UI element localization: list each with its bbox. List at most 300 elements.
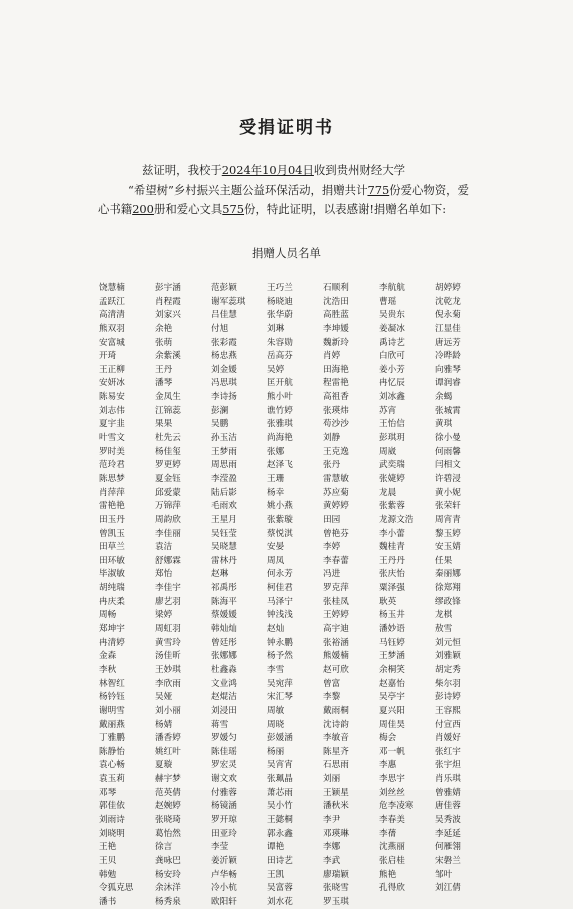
donor-name: 吕佳慧 bbox=[211, 310, 237, 321]
body-text-2b: 份爱心物资，爱心书籍 bbox=[98, 182, 469, 216]
donor-name: 陈星齐 bbox=[323, 746, 349, 757]
donor-name: 刘小丽 bbox=[155, 705, 181, 716]
donor-name: 李蒨 bbox=[379, 828, 397, 839]
donor-name: 熊艳 bbox=[379, 869, 397, 880]
donor-name: 钟永鹏 bbox=[267, 637, 293, 648]
donor-name: 程雷艳 bbox=[323, 378, 349, 389]
donor-name: 冷晔龄 bbox=[435, 351, 461, 362]
body-line-2 bbox=[98, 181, 478, 220]
donor-name: 张娜娜 bbox=[211, 651, 237, 662]
donor-name: 周佳昊 bbox=[379, 719, 405, 730]
donor-name: 何雨馨 bbox=[435, 446, 461, 457]
body-line-1 bbox=[98, 161, 478, 181]
donor-name: 李惠 bbox=[379, 760, 397, 771]
donor-name: 张彩霞 bbox=[211, 337, 237, 348]
donor-name: 杨婧 bbox=[155, 719, 173, 730]
donor-name: 杜先云 bbox=[155, 433, 181, 444]
donor-name: 罗更婷 bbox=[155, 460, 181, 471]
donor-name: 袁心畅 bbox=[99, 760, 125, 771]
donor-name: 周凤 bbox=[267, 555, 285, 566]
donor-name: 杜鑫淼 bbox=[211, 664, 237, 675]
donor-name: 吴宛萍 bbox=[267, 678, 293, 689]
donor-name: 唐佳蓉 bbox=[435, 801, 461, 812]
donor-name: 周畅 bbox=[99, 610, 117, 621]
donor-name: 刘水花 bbox=[267, 896, 293, 907]
donor-name: 范英倩 bbox=[155, 787, 181, 798]
donor-name: 梅会 bbox=[379, 733, 397, 744]
donor-name: 姚小燕 bbox=[267, 501, 293, 512]
donor-name: 匡开航 bbox=[267, 378, 293, 389]
donor-name: 邓一帆 bbox=[379, 746, 405, 757]
donor-name: 潘琴 bbox=[155, 378, 173, 389]
donor-name: 缪政锋 bbox=[435, 596, 461, 607]
donor-name: 岳高芬 bbox=[267, 351, 293, 362]
donor-name: 欧阳轩 bbox=[211, 896, 237, 907]
donor-name: 付宣西 bbox=[435, 719, 461, 730]
donor-name: 杨忠燕 bbox=[211, 351, 237, 362]
donor-name: 周崴 bbox=[379, 446, 397, 457]
donor-name: 韩灿灿 bbox=[211, 624, 237, 635]
donor-name: 罗克萍 bbox=[323, 583, 349, 594]
donor-name: 王丹 bbox=[155, 364, 173, 375]
donor-name: 白欣可 bbox=[379, 351, 405, 362]
donor-name: 李雪 bbox=[267, 664, 285, 675]
donor-name: 李延延 bbox=[435, 828, 461, 839]
donor-name: 安晏 bbox=[267, 542, 285, 553]
donor-name: 沈燕丽 bbox=[379, 842, 405, 853]
donor-name: 冷小杭 bbox=[211, 883, 237, 894]
donor-name: 刘金媛 bbox=[211, 364, 237, 375]
donor-name: 李婷 bbox=[323, 542, 341, 553]
donor-name: 张华蔚 bbox=[267, 310, 293, 321]
donor-name: 龙棋 bbox=[435, 610, 453, 621]
donor-name: 冉忆辰 bbox=[379, 378, 405, 389]
donor-name: 夏璇 bbox=[155, 760, 173, 771]
donor-name: 夏宇韭 bbox=[99, 419, 125, 430]
donor-name: 文业鸿 bbox=[211, 678, 237, 689]
donor-name: 张红宇 bbox=[435, 746, 461, 757]
donor-name: 杨予然 bbox=[267, 651, 293, 662]
donor-name: 赫宇梦 bbox=[155, 774, 181, 785]
donor-name: 李航航 bbox=[379, 283, 405, 293]
donor-name: 金凤生 bbox=[155, 392, 181, 403]
donor-name: 刘雨诗 bbox=[99, 814, 125, 825]
donor-name: 蒋雪 bbox=[211, 719, 229, 730]
donor-name: 张娜 bbox=[267, 446, 285, 457]
donor-name: 耿英 bbox=[379, 596, 397, 607]
donor-name: 李莹 bbox=[211, 842, 229, 853]
donor-name: 刘琳 bbox=[267, 323, 285, 334]
donor-name: 罗开琼 bbox=[211, 814, 237, 825]
donor-name: 张庆怡 bbox=[379, 569, 405, 580]
donor-name: 余艳 bbox=[155, 323, 173, 334]
donor-name: 张雅琪 bbox=[267, 419, 293, 430]
donor-name: 周晓 bbox=[267, 719, 285, 730]
donor-name: 高清清 bbox=[99, 310, 125, 321]
donor-name: 李黎 bbox=[323, 692, 341, 703]
donor-name: 李思宇 bbox=[379, 774, 405, 785]
donor-name: 谢军蕊琪 bbox=[211, 296, 246, 307]
donor-name: 祁禹彤 bbox=[211, 583, 237, 594]
donor-name: 张宇炟 bbox=[435, 760, 461, 771]
donor-name: 李欣雨 bbox=[155, 678, 181, 689]
donor-name: 孔得欣 bbox=[379, 883, 405, 894]
donor-name: 邱爱蒙 bbox=[155, 487, 181, 498]
donor-name: 刘浸田 bbox=[211, 705, 237, 716]
donor-name: 田玉丹 bbox=[99, 514, 125, 525]
donor-name: 付旭 bbox=[211, 323, 229, 334]
donor-name: 马钰婷 bbox=[379, 637, 405, 648]
donor-name: 郑坤宇 bbox=[99, 624, 125, 635]
donor-name: 潘书 bbox=[99, 896, 117, 907]
donor-name: 袁洁 bbox=[155, 542, 173, 553]
donor-name: 萧芯雨 bbox=[267, 787, 293, 798]
donor-name: 马泽宁 bbox=[267, 596, 293, 607]
donor-name: 范彭颖 bbox=[211, 283, 237, 293]
donor-name: 刘志伟 bbox=[99, 405, 125, 416]
donor-name: 林智红 bbox=[99, 678, 125, 689]
donor-name: 杨安玲 bbox=[155, 869, 181, 880]
donor-name: 毕淑敏 bbox=[99, 569, 125, 580]
donor-name: 田亚玲 bbox=[211, 828, 237, 839]
donor-name: 陈海平 bbox=[211, 596, 237, 607]
donor-name: 彭澜 bbox=[211, 405, 229, 416]
donor-name: 龚咏巴 bbox=[155, 855, 181, 866]
donor-name: 胡纯瑞 bbox=[99, 583, 125, 594]
donor-name: 刘丝丝 bbox=[379, 787, 405, 798]
donor-name: 刘江倩 bbox=[435, 883, 461, 894]
donor-name: 张紫蓉 bbox=[379, 501, 405, 512]
donor-name: 宋汇琴 bbox=[267, 692, 293, 703]
donor-name: 潘妙语 bbox=[379, 624, 405, 635]
donor-name: 余蝎 bbox=[435, 392, 453, 403]
donor-name: 杨佳玺 bbox=[155, 446, 181, 457]
document-title: 受捐证明书 bbox=[239, 118, 334, 138]
donor-name: 毛雨欢 bbox=[211, 501, 237, 512]
donor-name: 张珮晶 bbox=[267, 774, 293, 785]
donor-name: 李尹 bbox=[323, 814, 341, 825]
donor-name: 彭宇涵 bbox=[155, 283, 181, 293]
donor-name: 田海艳 bbox=[323, 364, 349, 375]
donor-name: 舒娜霖 bbox=[155, 555, 181, 566]
donor-name: 徐小曼 bbox=[435, 433, 461, 444]
donor-name: 李敏音 bbox=[323, 733, 349, 744]
donor-name: 高宇迪 bbox=[323, 624, 349, 635]
donor-name: 张瑛炜 bbox=[323, 405, 349, 416]
donor-name: 吴晓慧 bbox=[211, 542, 237, 553]
donor-name: 余桐笑 bbox=[379, 664, 405, 675]
donor-name: 向雅琴 bbox=[435, 364, 461, 375]
donor-name: 王颖星 bbox=[323, 787, 349, 798]
donor-name: 杨钤钰 bbox=[99, 692, 125, 703]
donor-name: 张婕婷 bbox=[379, 473, 405, 484]
donor-name: 彭媛涵 bbox=[267, 733, 293, 744]
donor-name: 赵泽飞 bbox=[267, 460, 293, 471]
donor-name: 张晓琦 bbox=[155, 814, 181, 825]
donor-name: 苟沙沙 bbox=[323, 419, 349, 430]
donor-name: 安玉婧 bbox=[435, 542, 461, 553]
donor-name: 杨镜涵 bbox=[211, 801, 237, 812]
donor-name: 赵灿 bbox=[267, 624, 285, 635]
donor-name: 孙玉洁 bbox=[211, 433, 237, 444]
donor-name: 危李凌寒 bbox=[379, 801, 414, 812]
donation-date: 2024年10月04日 bbox=[221, 163, 314, 177]
donor-name: 雷慧敏 bbox=[323, 473, 349, 484]
donor-name: 姜凝冰 bbox=[379, 323, 405, 334]
donor-name: 袁玉莉 bbox=[99, 774, 125, 785]
donor-name: 魏桂青 bbox=[379, 542, 405, 553]
donor-name: 彭琪玥 bbox=[379, 433, 405, 444]
donor-name: 王妙琪 bbox=[155, 664, 181, 675]
donor-name-grid bbox=[99, 282, 499, 909]
donor-name: 付雅蓉 bbox=[211, 787, 237, 798]
donor-name: 高祖香 bbox=[323, 392, 349, 403]
donor-name: 范玲君 bbox=[99, 460, 125, 471]
body-text-2a: “希望树”乡村振兴主题公益环保活动，捐赠共计 bbox=[128, 182, 368, 197]
donor-name: 粟泽强 bbox=[379, 583, 405, 594]
donor-name: 姚红叶 bbox=[155, 746, 181, 757]
donor-name: 叶雪文 bbox=[99, 433, 125, 444]
donor-name: 沈诗韵 bbox=[323, 719, 349, 730]
donor-name: 任果 bbox=[435, 555, 453, 566]
donor-name: 刘冰鑫 bbox=[379, 392, 405, 403]
donor-name: 汤佳昕 bbox=[155, 651, 181, 662]
donor-name: 禹诗艺 bbox=[379, 337, 405, 348]
donor-name: 周思雨 bbox=[211, 460, 237, 471]
donor-name: 曾凯玉 bbox=[99, 528, 125, 539]
donor-name: 陆后影 bbox=[211, 487, 237, 498]
donor-name: 田诗艺 bbox=[267, 855, 293, 866]
donor-name: 卢华畅 bbox=[211, 869, 237, 880]
donor-name: 彭诗婷 bbox=[435, 692, 461, 703]
donor-name: 王正柳 bbox=[99, 364, 125, 375]
donor-name: 吴婷 bbox=[267, 364, 285, 375]
donor-name: 余紫溪 bbox=[155, 351, 181, 362]
donor-name: 李小蕾 bbox=[379, 528, 405, 539]
donor-name: 王贝 bbox=[99, 855, 117, 866]
book-count: 200 bbox=[132, 202, 154, 216]
donor-name: 周韵欣 bbox=[155, 514, 181, 525]
donor-name: 姜小芳 bbox=[379, 364, 405, 375]
donor-name: 孟跃江 bbox=[99, 296, 125, 307]
donor-name: 廖瑞颖 bbox=[323, 869, 349, 880]
donor-name: 倪永菊 bbox=[435, 310, 461, 321]
donor-name: 罗媛匀 bbox=[211, 733, 237, 744]
donor-name: 万锦萍 bbox=[155, 501, 181, 512]
donor-name: 陈佳瑶 bbox=[211, 746, 237, 757]
donor-name: 沈浩田 bbox=[323, 296, 349, 307]
donor-name: 吴亭宇 bbox=[379, 692, 405, 703]
donor-name: 张启桂 bbox=[379, 855, 405, 866]
donor-name: 闫相文 bbox=[435, 460, 461, 471]
donor-name: 吴小竹 bbox=[267, 801, 293, 812]
donor-name: 夏金钰 bbox=[155, 473, 181, 484]
donor-name: 令狐克思 bbox=[99, 883, 134, 894]
donor-name: 熊双羽 bbox=[99, 323, 125, 334]
donor-name: 张萌 bbox=[155, 337, 173, 348]
donor-name: 刘晓明 bbox=[99, 828, 125, 839]
donor-name: 李春蕾 bbox=[323, 555, 349, 566]
donor-name: 谢明雪 bbox=[99, 705, 125, 716]
donor-name: 冉庆柔 bbox=[99, 596, 125, 607]
donor-name: 胡定秀 bbox=[435, 664, 461, 675]
donor-name: 张裕涵 bbox=[323, 637, 349, 648]
donor-name: 廖艺羽 bbox=[155, 596, 181, 607]
donor-name: 邹叶 bbox=[435, 869, 453, 880]
donor-name: 杨丽 bbox=[267, 746, 285, 757]
donor-name: 周宵青 bbox=[435, 514, 461, 525]
donor-name: 许碧浸 bbox=[435, 473, 461, 484]
donor-name: 夏兴阳 bbox=[379, 705, 405, 716]
donor-name: 田草兰 bbox=[99, 542, 125, 553]
donor-name: 开琦 bbox=[99, 351, 117, 362]
donor-name: 王婷婷 bbox=[323, 610, 349, 621]
donor-name: 王艳 bbox=[99, 842, 117, 853]
donor-name: 武奕瑞 bbox=[379, 460, 405, 471]
donor-name: 吴富蓉 bbox=[267, 883, 293, 894]
donor-name: 王凯 bbox=[267, 869, 285, 880]
donor-name: 刘静 bbox=[323, 433, 341, 444]
donor-name: 王懿桐 bbox=[267, 814, 293, 825]
donor-name: 宋磐兰 bbox=[435, 855, 461, 866]
donor-name: 李坤媛 bbox=[323, 323, 349, 334]
donor-name: 谭润睿 bbox=[435, 378, 461, 389]
body-text-2c: 册和爱心文具 bbox=[153, 202, 223, 216]
donor-name: 王怡信 bbox=[379, 419, 405, 430]
donor-name: 安妍冰 bbox=[99, 378, 125, 389]
donor-name: 黄琪 bbox=[435, 419, 453, 430]
donor-name: 冉清婷 bbox=[99, 637, 125, 648]
donor-name: 王容熙 bbox=[435, 705, 461, 716]
donor-name: 石顺利 bbox=[323, 283, 349, 293]
donor-name: 黄雪玲 bbox=[155, 637, 181, 648]
donor-name: 曾廷彤 bbox=[211, 637, 237, 648]
donor-name: 赵琳 bbox=[211, 569, 229, 580]
donor-name: 葛怡然 bbox=[155, 828, 181, 839]
donor-name: 胡婷婷 bbox=[435, 283, 461, 293]
donor-name: 王丹丹 bbox=[379, 555, 405, 566]
donor-name: 黄婷婷 bbox=[323, 501, 349, 512]
donor-name: 戴丽燕 bbox=[99, 719, 125, 730]
donor-name: 李滢盈 bbox=[211, 473, 237, 484]
donor-name: 沈乾龙 bbox=[435, 296, 461, 307]
donor-name: 江锦蕊 bbox=[155, 405, 181, 416]
donor-name: 赵婉婷 bbox=[155, 801, 181, 812]
donor-name: 徐郑翔 bbox=[435, 583, 461, 594]
donor-name: 高胜蓝 bbox=[323, 310, 349, 321]
donor-name: 张丹 bbox=[323, 460, 341, 471]
donor-name: 赵嘉怡 bbox=[379, 678, 405, 689]
total-items: 775 bbox=[367, 182, 390, 197]
donor-name: 邓瑛琳 bbox=[323, 828, 349, 839]
donor-name: 罗时美 bbox=[99, 446, 125, 457]
donor-name: 魏新玲 bbox=[323, 337, 349, 348]
donor-name: 王克逸 bbox=[323, 446, 349, 457]
donor-name: 雷艳艳 bbox=[99, 501, 125, 512]
donor-name: 吴宵宵 bbox=[267, 760, 293, 771]
donor-name: 肖媛好 bbox=[435, 733, 461, 744]
donor-name: 刘家兴 bbox=[155, 310, 181, 321]
donor-name: 张紫璇 bbox=[267, 514, 293, 525]
donor-name: 曾雅婧 bbox=[435, 787, 461, 798]
donor-name: 曾艳芬 bbox=[323, 528, 349, 539]
donor-name: 陈静怡 bbox=[99, 746, 125, 757]
certificate-body bbox=[98, 161, 478, 220]
donor-name: 李娜 bbox=[323, 842, 341, 853]
donor-name: 张城霄 bbox=[435, 405, 461, 416]
donor-name: 刘元恒 bbox=[435, 637, 461, 648]
donor-name: 敖雪 bbox=[435, 624, 453, 635]
donor-name: 谯竹婷 bbox=[267, 405, 293, 416]
donor-name: 刘丽 bbox=[323, 774, 341, 785]
donor-name: 谭艳 bbox=[267, 842, 285, 853]
donor-name: 蔡媛媛 bbox=[211, 610, 237, 621]
donor-name: 熊媛楠 bbox=[323, 651, 349, 662]
donor-name: 柴尔羽 bbox=[435, 678, 461, 689]
donor-name: 郑怡 bbox=[155, 569, 173, 580]
stationery-count: 575 bbox=[222, 202, 245, 216]
donor-name: 安富城 bbox=[99, 337, 125, 348]
donor-name: 田环敏 bbox=[99, 555, 125, 566]
donor-name: 郭永鑫 bbox=[267, 828, 293, 839]
donor-name: 陈思梦 bbox=[99, 473, 125, 484]
donor-name: 柯佳君 bbox=[267, 583, 293, 594]
donor-list-title: 捐赠人员名单 bbox=[252, 246, 321, 260]
donor-name: 吴贵东 bbox=[379, 310, 405, 321]
donor-name: 苏应菊 bbox=[323, 487, 349, 498]
donor-name: 张桂凤 bbox=[323, 596, 349, 607]
donor-name: 雷林丹 bbox=[211, 555, 237, 566]
donor-name: 姜沂颖 bbox=[211, 855, 237, 866]
donor-name: 肖乐琪 bbox=[435, 774, 461, 785]
donor-name: 李春美 bbox=[379, 814, 405, 825]
donor-name: 王梦涵 bbox=[379, 651, 405, 662]
donor-name: 周虹羽 bbox=[155, 624, 181, 635]
donor-name: 黎玉婷 bbox=[435, 528, 461, 539]
donor-name: 石思雨 bbox=[323, 760, 349, 771]
donor-name: 赵可欣 bbox=[323, 664, 349, 675]
donor-name: 戴雨桐 bbox=[323, 705, 349, 716]
donor-name: 王巧兰 bbox=[267, 283, 293, 293]
donor-name: 龙晨 bbox=[379, 487, 397, 498]
donor-name: 潘秋米 bbox=[323, 801, 349, 812]
donor-name: 李诗扬 bbox=[211, 392, 237, 403]
donor-name: 杨幸 bbox=[267, 487, 285, 498]
donor-name: 韩勉 bbox=[99, 869, 117, 880]
body-text-2d: 份，特此证明，以表感谢!捐赠名单如下: bbox=[244, 202, 447, 216]
donor-name: 冯进 bbox=[323, 569, 341, 580]
donor-name: 杨晓迪 bbox=[267, 296, 293, 307]
donor-name: 金森 bbox=[99, 651, 117, 662]
donor-name: 陈易安 bbox=[99, 392, 125, 403]
donor-name: 唐远芳 bbox=[435, 337, 461, 348]
donor-name: 肖程霞 bbox=[155, 296, 181, 307]
donor-name: 江显佳 bbox=[435, 323, 461, 334]
donor-name: 冯思琪 bbox=[211, 378, 237, 389]
donor-name: 吴娅 bbox=[155, 692, 173, 703]
body-text-1a: 兹证明，我校于 bbox=[142, 163, 222, 177]
donor-name: 朱容勋 bbox=[267, 337, 293, 348]
donor-name: 赵焜洁 bbox=[211, 692, 237, 703]
donor-name: 潘香婷 bbox=[155, 733, 181, 744]
donor-name: 李佳宇 bbox=[155, 583, 181, 594]
donor-name: 熊小叶 bbox=[267, 392, 293, 403]
donor-name: 黄小妮 bbox=[435, 487, 461, 498]
donor-name: 秦丽娜 bbox=[435, 569, 461, 580]
donor-name: 苏宵 bbox=[379, 405, 397, 416]
donor-name: 何雁翎 bbox=[435, 842, 461, 853]
donor-name: 吴秀波 bbox=[435, 814, 461, 825]
